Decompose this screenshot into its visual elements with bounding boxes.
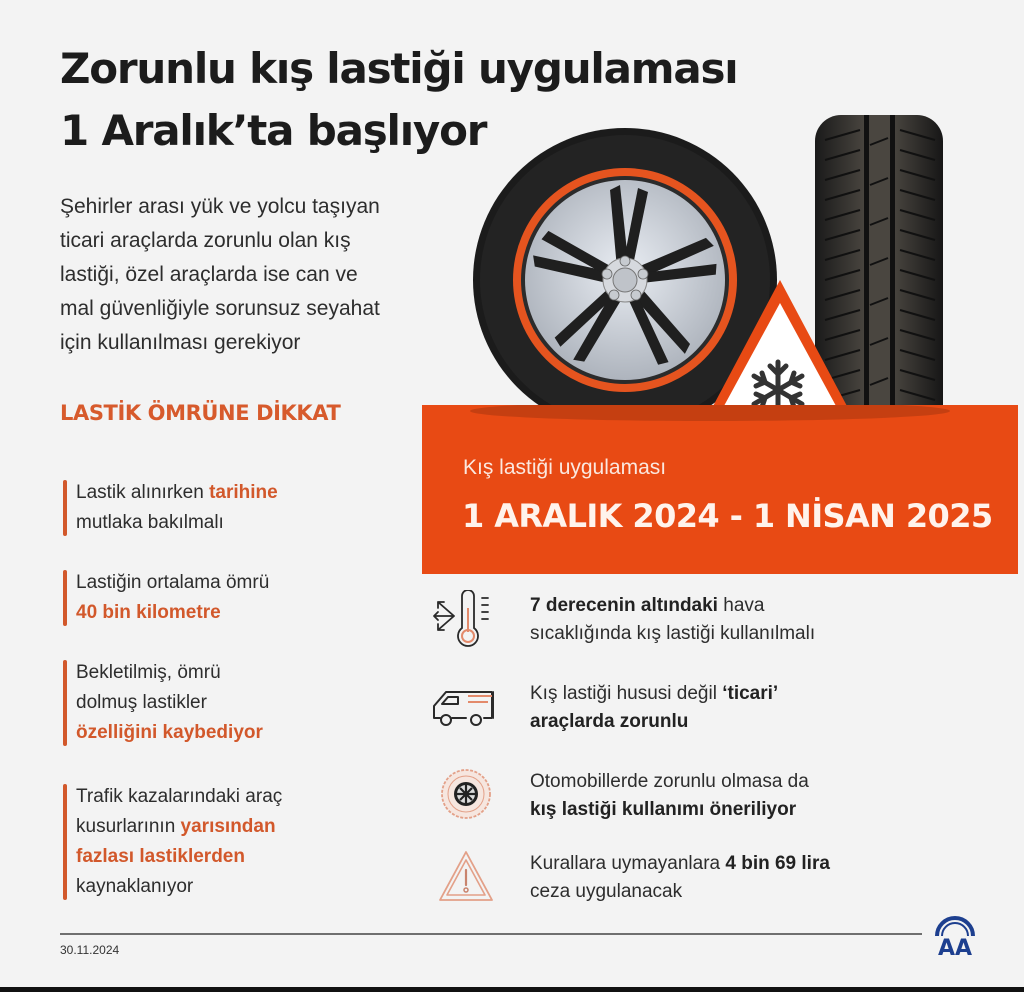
fact-text: Kış lastiği hususi değil ‘ticari’ araçlarda zorunlu — [530, 683, 779, 732]
svg-text:AA: AA — [937, 936, 973, 958]
tip-item: Lastiğin ortalama ömrü 40 bin kilometre — [60, 568, 269, 628]
tire-illustration — [460, 100, 960, 445]
van-icon — [430, 678, 494, 738]
banner-subtitle: Kış lastiği uygulaması — [463, 456, 667, 479]
aa-logo-icon — [932, 912, 978, 958]
fact-text: Otomobillerde zorunlu olmasa da kış lastiği kullanımı öneriliyor — [530, 771, 809, 820]
tip-item: Lastik alınırken tarihine mutlaka bakılmalı — [60, 478, 278, 538]
intro-line: lastiği, özel araçlarda ise can ve — [60, 263, 358, 286]
intro-line: ticari araçlarda zorunlu olan kış — [60, 229, 351, 252]
highlight-text: 40 bin kilometre — [76, 602, 221, 623]
fact-item — [430, 766, 910, 826]
intro-line: için kullanılması gerekiyor — [60, 331, 301, 354]
highlight-text: tarihine — [209, 482, 278, 503]
intro-paragraph — [60, 190, 430, 360]
highlight-text: ‘ticari’ — [722, 683, 779, 704]
banner-period: 1 ARALIK 2024 - 1 NİSAN 2025 — [462, 497, 993, 535]
publish-date: 30.11.2024 — [60, 943, 120, 957]
bottom-edge — [0, 987, 1024, 992]
tips-section-title: LASTİK ÖMRÜNE DİKKAT — [60, 401, 341, 425]
highlight-text: yarısından — [180, 816, 276, 837]
title-line-1: Zorunlu kış lastiği uygulaması — [60, 44, 738, 93]
tip-item: Bekletilmiş, ömrü dolmuş lastikler özelliğini kaybediyor — [60, 658, 263, 748]
tip-item: Trafik kazalarındaki araç kusurlarının yarısından fazlası lastiklerden kaynaklanıyor — [60, 782, 282, 902]
intro-line: Şehirler arası yük ve yolcu taşıyan — [60, 195, 380, 218]
thermometer-snow-icon — [430, 590, 494, 650]
highlight-text: fazlası lastiklerden — [76, 846, 245, 867]
highlight-text: 7 derecenin altındaki — [530, 595, 718, 616]
fact-item — [430, 678, 910, 738]
highlight-text: 4 bin 69 lira — [725, 853, 830, 874]
fact-item — [430, 848, 910, 908]
highlight-text: kış lastiği kullanımı öneriliyor — [530, 799, 797, 820]
title-line-2: 1 Aralık’ta başlıyor — [60, 106, 487, 155]
footer-divider — [60, 933, 922, 935]
banner-shadow — [460, 405, 960, 445]
highlight-text: araçlarda zorunlu — [530, 711, 689, 732]
highlight-text: özelliğini kaybediyor — [76, 722, 263, 743]
warning-icon — [430, 848, 494, 908]
fact-text: 7 derecenin altındaki hava sıcaklığında kış lastiği kullanılmalı — [530, 595, 816, 644]
fact-text: Kurallara uymayanlara 4 bin 69 lira ceza uygulanacak — [530, 853, 830, 902]
intro-line: mal güvenliğiyle sorunsuz seyahat — [60, 297, 380, 320]
fact-item — [430, 590, 910, 650]
tire-icon — [430, 766, 494, 826]
